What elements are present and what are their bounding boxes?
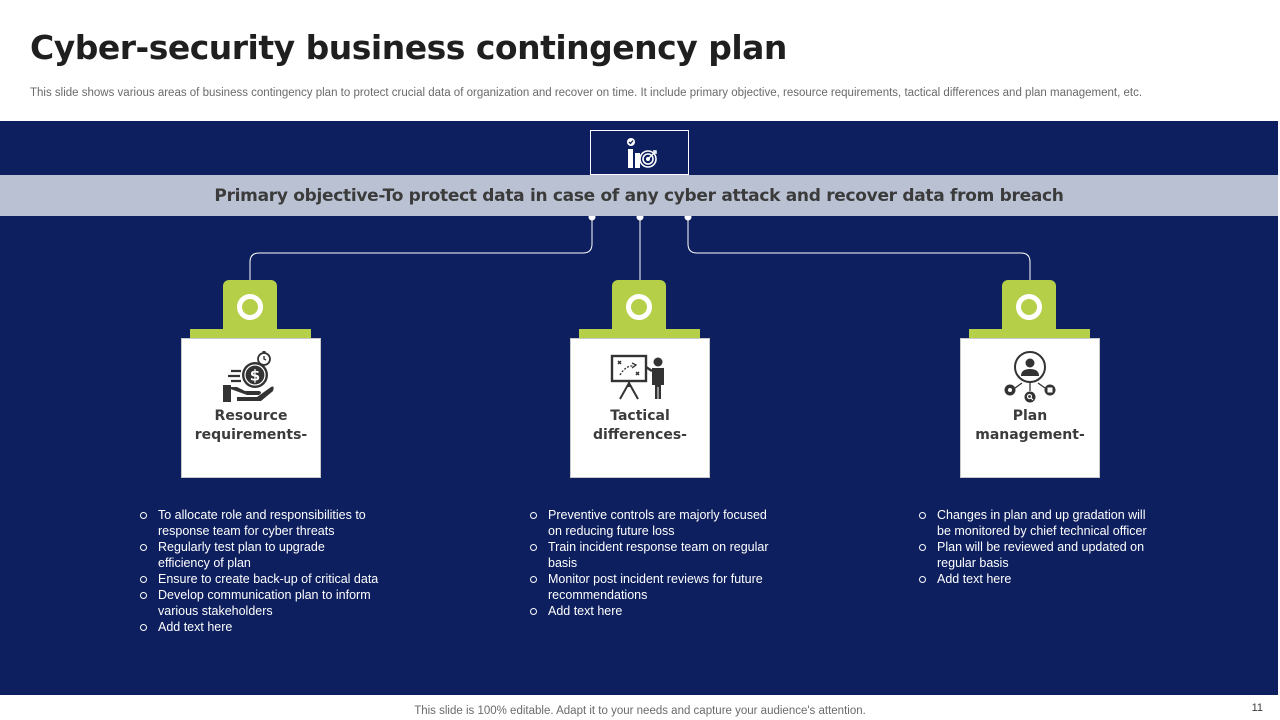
card-tab-resource [223, 280, 277, 332]
list-item: Add text here [529, 603, 769, 619]
bullet-list-resource [139, 507, 379, 635]
slide-subtitle: This slide shows various areas of business contingency plan to protect crucial data of organization and recover on time. It include primary objective, resource requirements, tactical differences and plan management, etc. [30, 87, 1143, 99]
card-tab-base [579, 329, 700, 338]
footer-text: This slide is 100% editable. Adapt it to your needs and capture your audience's attention. [414, 705, 866, 717]
list-item: Ensure to create back-up of critical data [139, 571, 379, 587]
objective-band [0, 175, 1278, 216]
bullet-list-plan [918, 507, 1158, 587]
top-icon-box [590, 130, 689, 175]
chart-target-checkmark-icon [623, 136, 657, 170]
ring-icon [626, 294, 652, 320]
list-item: Add text here [918, 571, 1158, 587]
slide-title: Cyber-security business contingency plan [30, 28, 787, 67]
money-hand-icon [223, 351, 279, 403]
primary-objective: Primary objective-To protect data in case of any cyber attack and recover data from breach [214, 185, 1064, 206]
card-plan-management [960, 338, 1100, 478]
list-item: Preventive controls are majorly focused on reducing future loss [529, 507, 769, 539]
user-settings-icon [1000, 351, 1060, 403]
card-resource-requirements [181, 338, 321, 478]
page-number: 11 [1251, 702, 1263, 714]
presentation-board-icon [610, 353, 670, 401]
card-label: Plan management- [975, 408, 1085, 443]
list-item: Changes in plan and up gradation will be monitored by chief technical officer [918, 507, 1158, 539]
list-item: To allocate role and responsibilities to response team for cyber threats [139, 507, 379, 539]
list-item: Regularly test plan to upgrade efficiency of plan [139, 539, 379, 571]
card-tab-tactical [612, 280, 666, 332]
card-tab-base [190, 329, 311, 338]
ring-icon [1016, 294, 1042, 320]
list-item: Add text here [139, 619, 379, 635]
bullet-list-tactical [529, 507, 769, 619]
list-item: Develop communication plan to inform various stakeholders [139, 587, 379, 619]
card-tab-base [969, 329, 1090, 338]
card-tactical-differences [570, 338, 710, 478]
list-item: Monitor post incident reviews for future recommendations [529, 571, 769, 603]
ring-icon [237, 294, 263, 320]
svg-text:$: $ [249, 366, 261, 385]
list-item: Plan will be reviewed and updated on regular basis [918, 539, 1158, 571]
card-tab-plan [1002, 280, 1056, 332]
card-label: Tactical differences- [593, 408, 687, 443]
list-item: Train incident response team on regular basis [529, 539, 769, 571]
card-label: Resource requirements- [194, 408, 308, 443]
